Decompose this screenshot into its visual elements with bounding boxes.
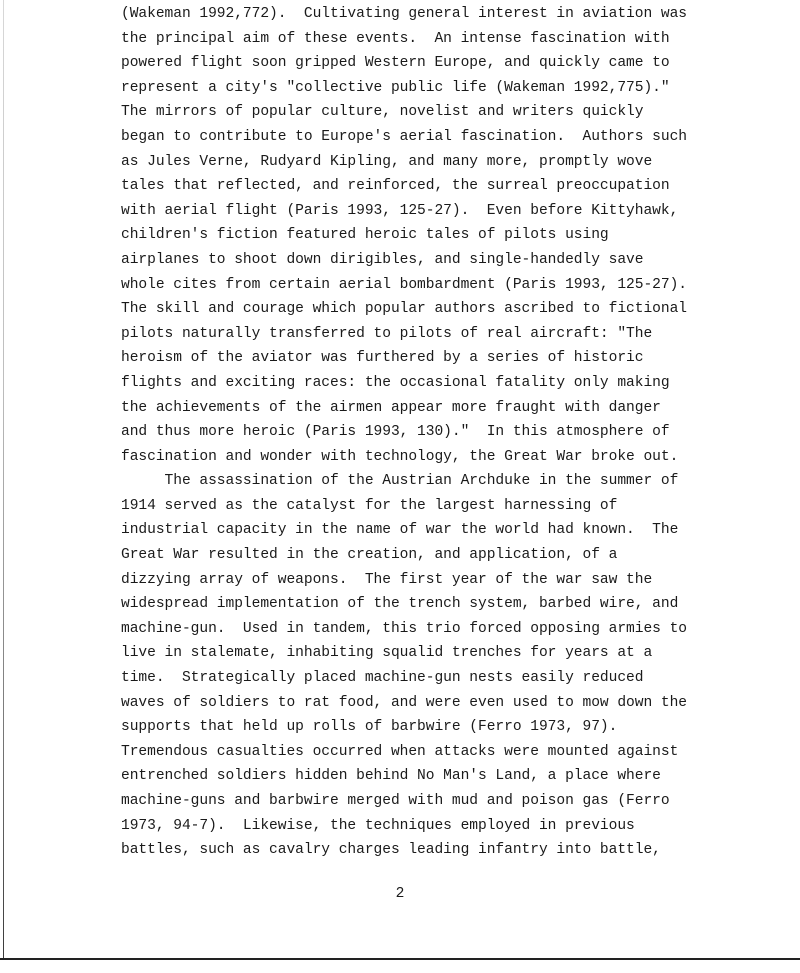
text-line: airplanes to shoot down dirigibles, and single-handedly save [121,251,644,268]
text-line: 1973, 94-7). Likewise, the techniques employed in previous [121,817,635,834]
text-line: whole cites from certain aerial bombardment (Paris 1993, 125-27). [121,276,687,293]
text-line: widespread implementation of the trench system, barbed wire, and [121,596,679,613]
text-line: began to contribute to Europe's aerial fascination. Authors such [121,128,687,145]
text-line: time. Strategically placed machine-gun nests easily reduced [121,670,644,687]
text-line: as Jules Verne, Rudyard Kipling, and many more, promptly wove [121,153,653,170]
text-line: entrenched soldiers hidden behind No Man's Land, a place where [121,768,661,785]
text-line: the achievements of the airmen appear more fraught with danger [121,399,661,416]
text-line: waves of soldiers to rat food, and were even used to mow down the [121,694,687,711]
scan-edge-left [3,0,4,960]
text-line: pilots naturally transferred to pilots of real aircraft: "The [121,325,653,342]
text-line: fascination and wonder with technology, the Great War broke out. [121,448,679,465]
text-line: and thus more heroic (Paris 1993, 130)." In this atmosphere of [121,424,670,441]
text-line: dizzying array of weapons. The first year of the war saw the [121,571,653,588]
text-line: 1914 served as the catalyst for the largest harnessing of [121,497,618,514]
text-line: flights and exciting races: the occasional fatality only making [121,374,670,391]
text-line: tales that reflected, and reinforced, the surreal preoccupation [121,178,670,195]
text-line: industrial capacity in the name of war the world had known. The [121,522,679,539]
document-body [121,2,781,863]
text-line: powered flight soon gripped Western Europe, and quickly came to [121,55,670,72]
text-line: The skill and courage which popular authors ascribed to fictional [121,301,687,318]
text-line: Tremendous casualties occurred when attacks were mounted against [121,743,679,760]
text-line: (Wakeman 1992,772). Cultivating general interest in aviation was [121,6,687,22]
text-line: machine-gun. Used in tandem, this trio forced opposing armies to [121,620,687,637]
text-line: represent a city's "collective public life (Wakeman 1992,775)." [121,79,670,96]
text-line: The mirrors of popular culture, novelist and writers quickly [121,104,644,121]
text-line: children's fiction featured heroic tales of pilots using [121,227,609,244]
scan-edge-bottom [0,958,800,960]
text-line: The assassination of the Austrian Archduke in the summer of [121,473,679,490]
text-line: live in stalemate, inhabiting squalid trenches for years at a [121,645,653,662]
text-line: Great War resulted in the creation, and application, of a [121,547,618,564]
text-line: with aerial flight (Paris 1993, 125-27). Even before Kittyhawk, [121,202,679,219]
text-line: the principal aim of these events. An intense fascination with [121,30,670,47]
text-line: battles, such as cavalry charges leading infantry into battle, [121,842,661,859]
text-line: heroism of the aviator was furthered by a series of historic [121,350,644,367]
text-line: machine-guns and barbwire merged with mud and poison gas (Ferro [121,793,670,809]
page-number: 2 [395,886,405,902]
text-line: supports that held up rolls of barbwire (Ferro 1973, 97). [121,719,618,736]
